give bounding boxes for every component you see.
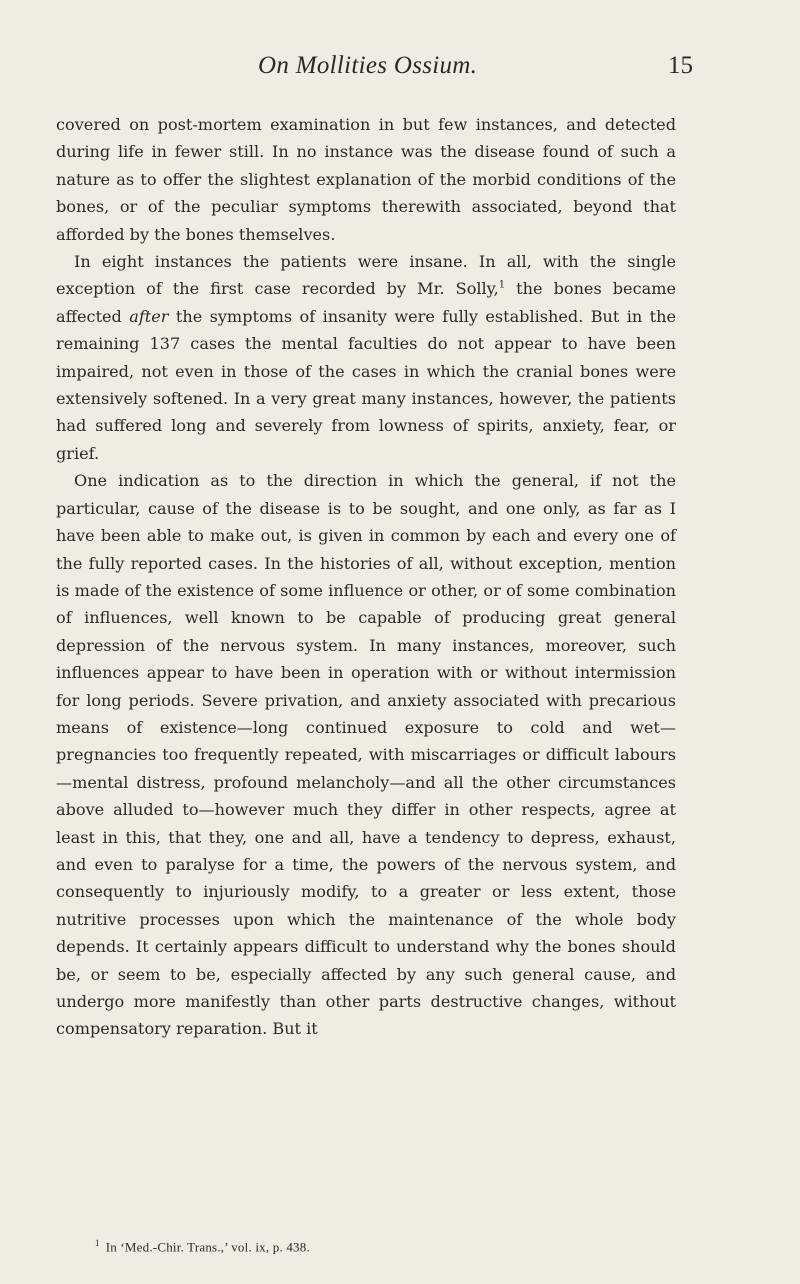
page-header <box>0 52 800 88</box>
paragraph-2-part-a: In eight instances the patients were insane. In all, with the single exception of the first case recorded by Mr. Solly, <box>56 252 676 299</box>
footnote-text: In ‘Med.-Chir. Trans.,’ vol. ix, p. 438. <box>105 1239 310 1255</box>
footnote-marker: 1 <box>95 1238 100 1248</box>
paragraph-2-part-c: the symptoms of insanity were fully established. But in the remaining 137 cases the mental faculties do not appear to have been impaired, not even in those of the cases in which the cranial bones were extensively softened. In a very great many instances, however, the patients had suffered long and severely from lowness of spirits, anxiety, fear, or grief. <box>56 306 676 463</box>
paragraph-3: One indication as to the direction in which the general, if not the particular, cause of the disease is to be sought, and one only, as far as I have been able to make out, is given in common by each and every one of the fully reported cases. In the histories of all, without exception, mention is made of the existence of some influence or other, or of some combination of influences, well known to be capable of producing great general depression of the nervous system. In many instances, moreover, such influences appear to have been in operation with or without intermission for long periods. Severe privation, and anxiety associated with precarious means of existence—long continued exposure to cold and wet—pregnancies too frequently repeated, with miscarriages or difficult labours—mental distress, profound melancholy—and all the other circumstances above alluded to—however much they differ in other respects, agree at least in this, that they, one and all, have a tendency to depress, exhaust, and even to paralyse for a time, the powers of the nervous system, and consequently to injuriously modify, to a greater or less extent, those nutritive processes upon which the maintenance of the whole body depends. It certainly appears difficult to understand why the bones should be, or seem to be, especially affected by any such general cause, and undergo more manifestly than other parts destructive changes, without compensatory reparation. But it <box>56 471 676 1039</box>
page-number: 15 <box>668 52 693 79</box>
running-title: On Mollities Ossium. <box>258 52 478 79</box>
paragraph-2 <box>56 248 676 467</box>
paragraph-2-part-b: the bones became affected <box>56 279 676 326</box>
body-text <box>56 111 676 1043</box>
footnote-reference: 1 <box>498 280 506 292</box>
footnote <box>95 1238 310 1255</box>
paragraph-1: covered on post-mortem examination in but few instances, and detected during life in fewer still. In no instance was the disease found of such a nature as to offer the slightest explanation of the morbid conditions of the bones, or of the peculiar symptoms therewith associated, beyond that afforded by the bones themselves. <box>56 115 676 244</box>
emphasis-after: after <box>129 306 169 326</box>
